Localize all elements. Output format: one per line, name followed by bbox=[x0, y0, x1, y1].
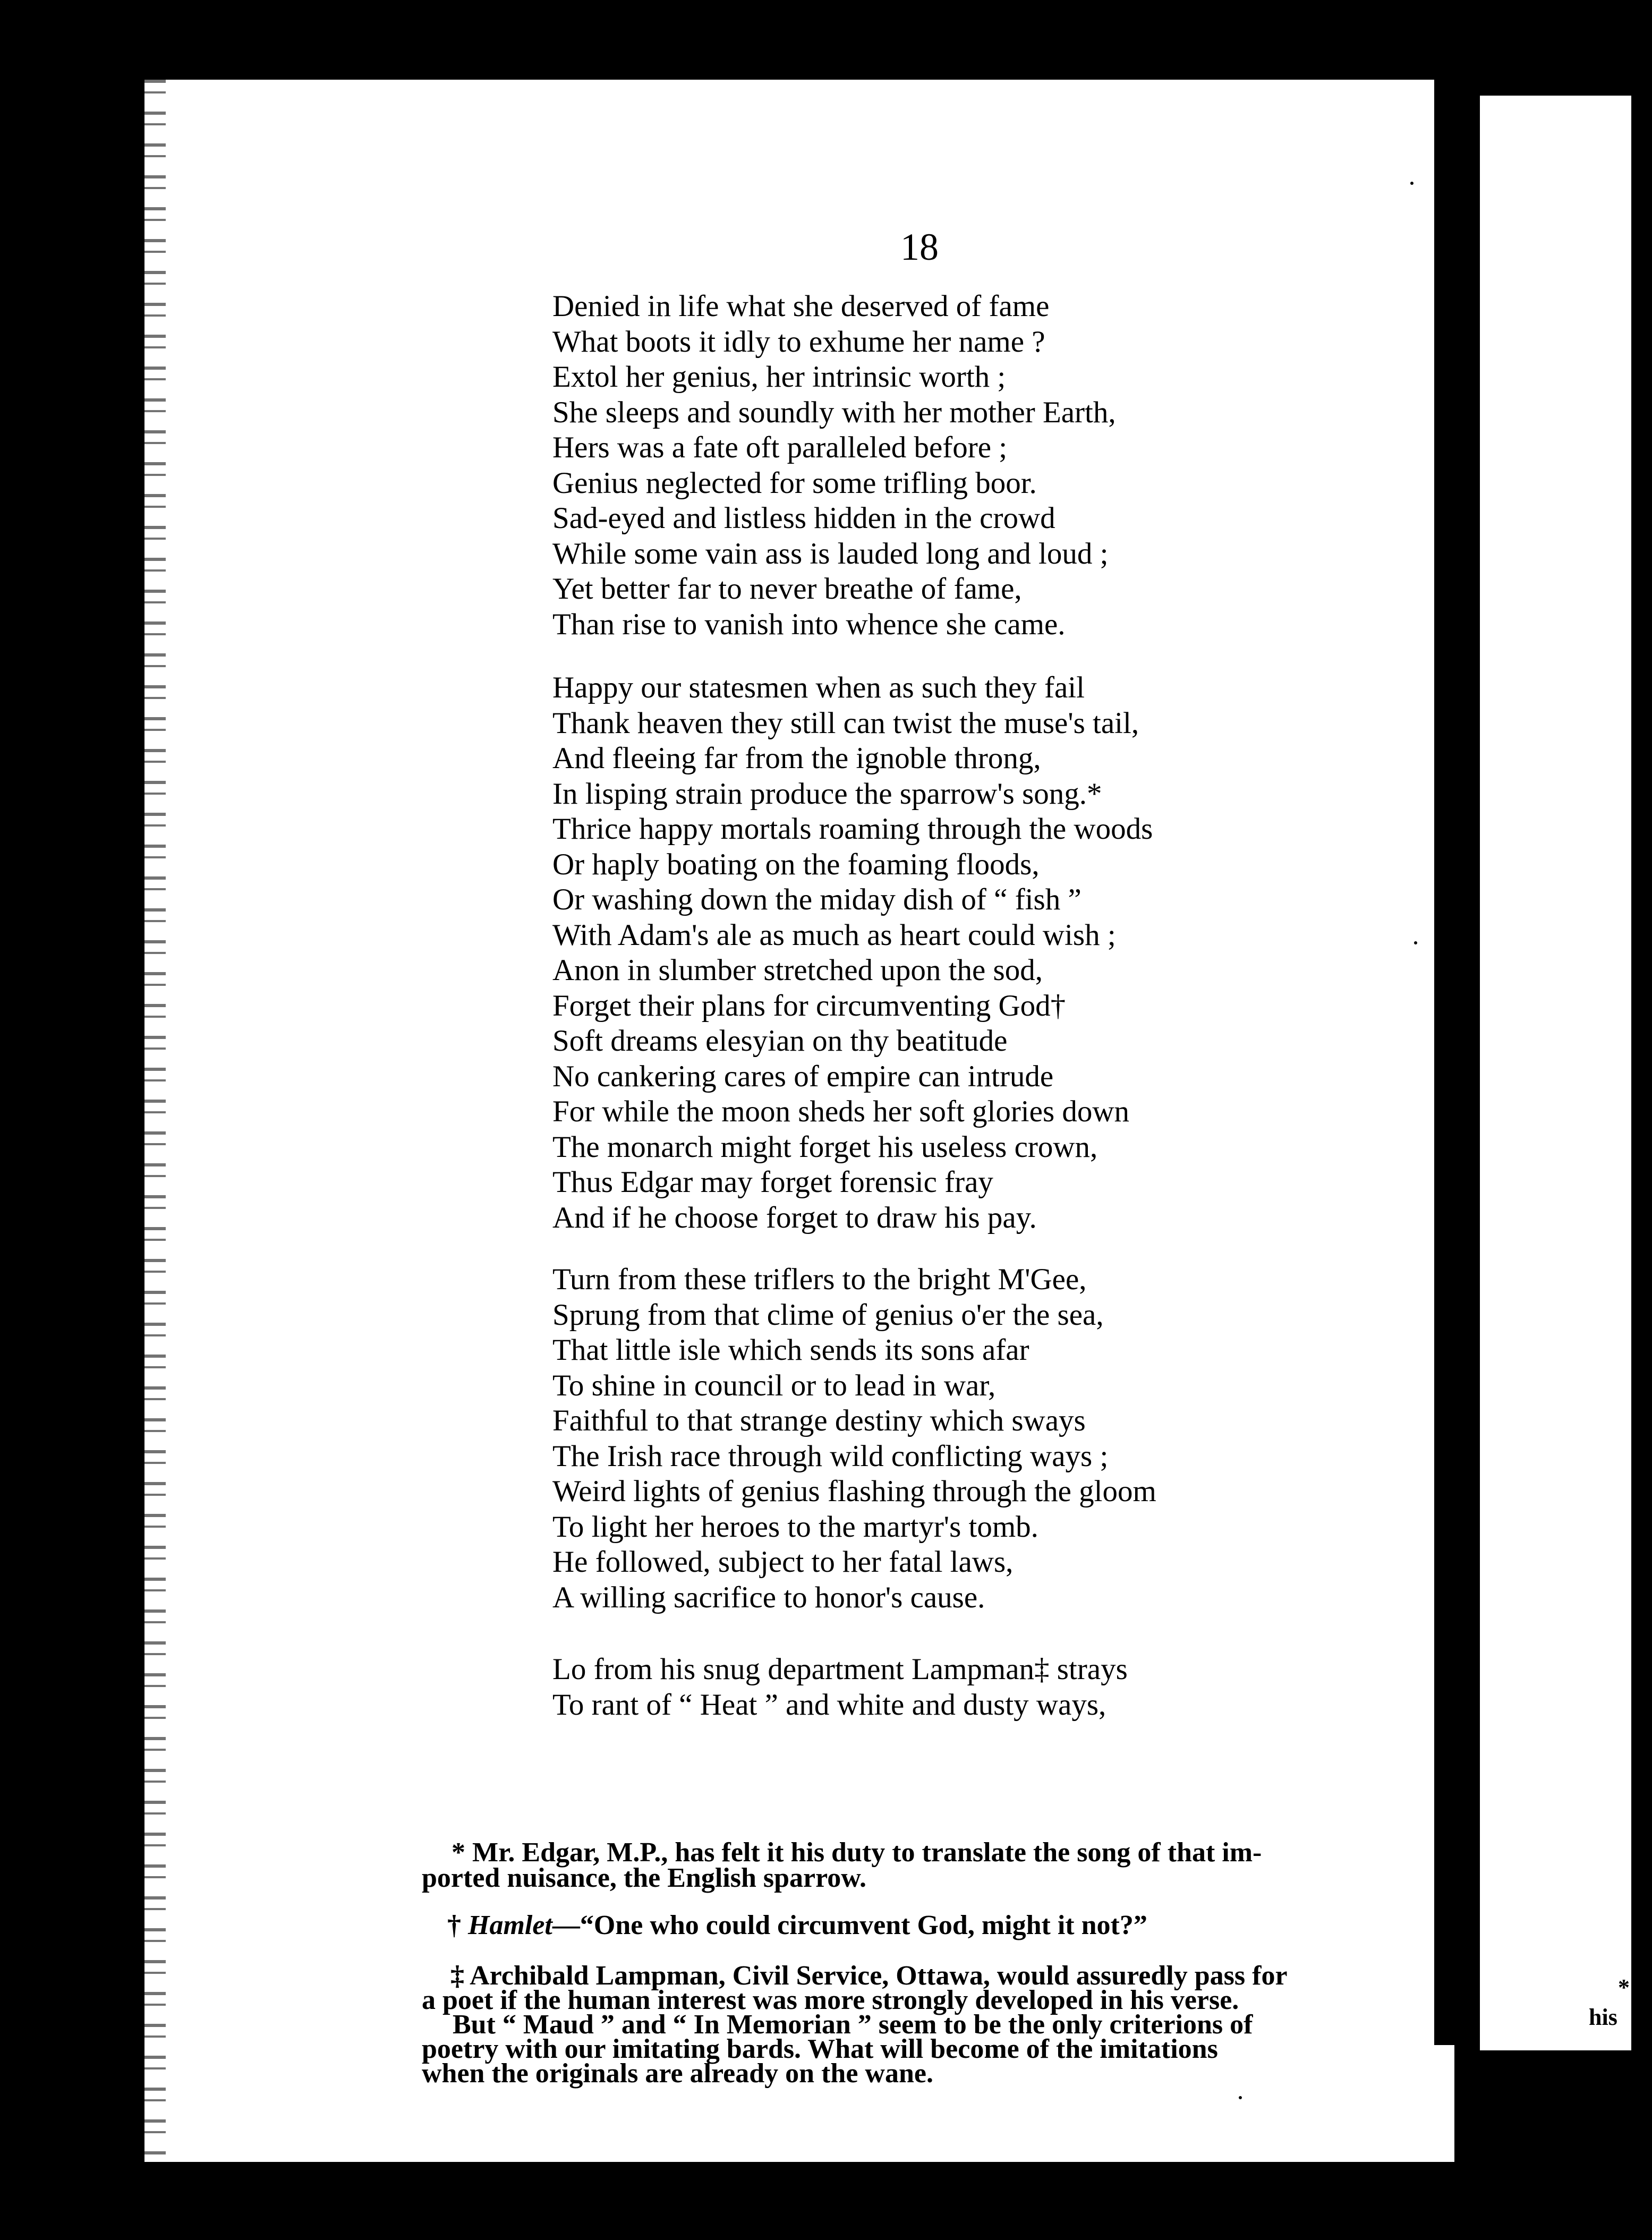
page-number: 18 bbox=[900, 226, 939, 268]
verse-line: Lo from his snug department Lampman‡ strays bbox=[552, 1653, 1128, 1686]
dark-page-margin bbox=[1434, 80, 1480, 2045]
verse-line: Yet better far to never breathe of fame, bbox=[552, 572, 1022, 606]
footnote-lampman-line-2: a poet if the human interest was more strongly developed in his verse. bbox=[422, 1985, 1239, 2015]
verse-line: Or washing down the miday dish of “ fish ” bbox=[552, 883, 1082, 916]
verse-line: What boots it idly to exhume her name ? bbox=[552, 325, 1045, 359]
stanza-3 bbox=[552, 1262, 1156, 1615]
verse-line: Soft dreams elesyian on thy beatitude bbox=[552, 1024, 1008, 1058]
adjacent-page-asterisk: * bbox=[1618, 1974, 1630, 2000]
verse-line: To shine in council or to lead in war, bbox=[552, 1368, 996, 1402]
verse-line: And if he choose forget to draw his pay. bbox=[552, 1200, 1037, 1234]
footnote-lampman-line-4: poetry with our imitating bards. What will become of the imitations bbox=[422, 2034, 1218, 2064]
verse-line: Forget their plans for circumventing God† bbox=[552, 989, 1066, 1023]
footnote-lampman-line-5: when the originals are already on the wane. bbox=[422, 2058, 933, 2089]
verse-line: Than rise to vanish into whence she came. bbox=[552, 607, 1066, 641]
verse-line: The monarch might forget his useless crown, bbox=[552, 1130, 1098, 1164]
verse-line: While some vain ass is lauded long and loud ; bbox=[552, 536, 1109, 570]
verse-line: And fleeing far from the ignoble throng, bbox=[552, 742, 1041, 775]
scanned-page-edge bbox=[144, 80, 166, 2162]
scan-speck bbox=[1410, 182, 1413, 185]
verse-line: Faithful to that strange destiny which sways bbox=[552, 1404, 1086, 1437]
footnote-lampman-line-3: But “ Maud ” and “ In Memorian ” seem to be the only criterions of bbox=[453, 2009, 1253, 2040]
verse-line: For while the moon sheds her soft glories down bbox=[552, 1095, 1130, 1128]
scan-speck bbox=[1414, 941, 1417, 944]
verse-line: That little isle which sends its sons afar bbox=[552, 1333, 1029, 1367]
verse-line: Or haply boating on the foaming floods, bbox=[552, 847, 1040, 881]
verse-line: He followed, subject to her fatal laws, bbox=[552, 1545, 1014, 1579]
verse-line: The Irish race through wild conflicting ways ; bbox=[552, 1439, 1109, 1473]
verse-line: No cankering cares of empire can intrude bbox=[552, 1059, 1054, 1093]
verse-line: Weird lights of genius flashing through the gloom bbox=[552, 1475, 1156, 1508]
footnote-sparrow-line-2: ported nuisance, the English sparrow. bbox=[422, 1863, 866, 1893]
verse-line: Happy our statesmen when as such they fail bbox=[552, 671, 1085, 704]
book-page bbox=[144, 80, 1454, 2162]
verse-line: To rant of “ Heat ” and white and dusty ways, bbox=[552, 1688, 1106, 1722]
verse-line: Sad-eyed and listless hidden in the crowd bbox=[552, 501, 1055, 535]
verse-line: In lisping strain produce the sparrow's song.* bbox=[552, 777, 1102, 811]
stanza-2 bbox=[552, 670, 1153, 1236]
stanza-1 bbox=[552, 289, 1116, 642]
verse-line: Genius neglected for some trifling boor. bbox=[552, 466, 1037, 500]
footnote-sparrow-line-1: * Mr. Edgar, M.P., has felt it his duty to translate the song of that im- bbox=[452, 1837, 1262, 1868]
verse-line: Extol her genius, her intrinsic worth ; bbox=[552, 360, 1006, 394]
adjacent-page-strip bbox=[1480, 96, 1631, 2050]
verse-line: Turn from these triflers to the bright M'Gee, bbox=[552, 1263, 1087, 1296]
footnote-hamlet bbox=[447, 1911, 1147, 1940]
verse-line: To light her heroes to the martyr's tomb. bbox=[552, 1510, 1038, 1544]
verse-line: Thus Edgar may forget forensic fray bbox=[552, 1165, 993, 1199]
footnote-lampman-line-1: ‡ Archibald Lampman, Civil Service, Ottawa, would assuredly pass for bbox=[450, 1961, 1288, 1991]
verse-line: She sleeps and soundly with her mother Earth, bbox=[552, 395, 1116, 429]
verse-line: Sprung from that clime of genius o'er the sea, bbox=[552, 1298, 1104, 1332]
verse-line: A willing sacrifice to honor's cause. bbox=[552, 1580, 985, 1614]
dagger-marker: † bbox=[447, 1910, 468, 1940]
verse-line: Hers was a fate oft paralleled before ; bbox=[552, 431, 1008, 464]
scan-speck bbox=[1239, 2096, 1242, 2099]
verse-line: Thank heaven they still can twist the muse's tail, bbox=[552, 706, 1139, 740]
adjacent-page-word: his bbox=[1589, 2004, 1617, 2030]
stanza-4 bbox=[552, 1652, 1128, 1723]
verse-line: With Adam's ale as much as heart could wish ; bbox=[552, 918, 1116, 952]
hamlet-quote: —“One who could circumvent God, might it not?” bbox=[552, 1910, 1147, 1940]
verse-line: Denied in life what she deserved of fame bbox=[552, 289, 1050, 323]
verse-line: Thrice happy mortals roaming through the woods bbox=[552, 812, 1153, 846]
hamlet-title: Hamlet bbox=[468, 1910, 552, 1940]
verse-line: Anon in slumber stretched upon the sod, bbox=[552, 953, 1043, 987]
